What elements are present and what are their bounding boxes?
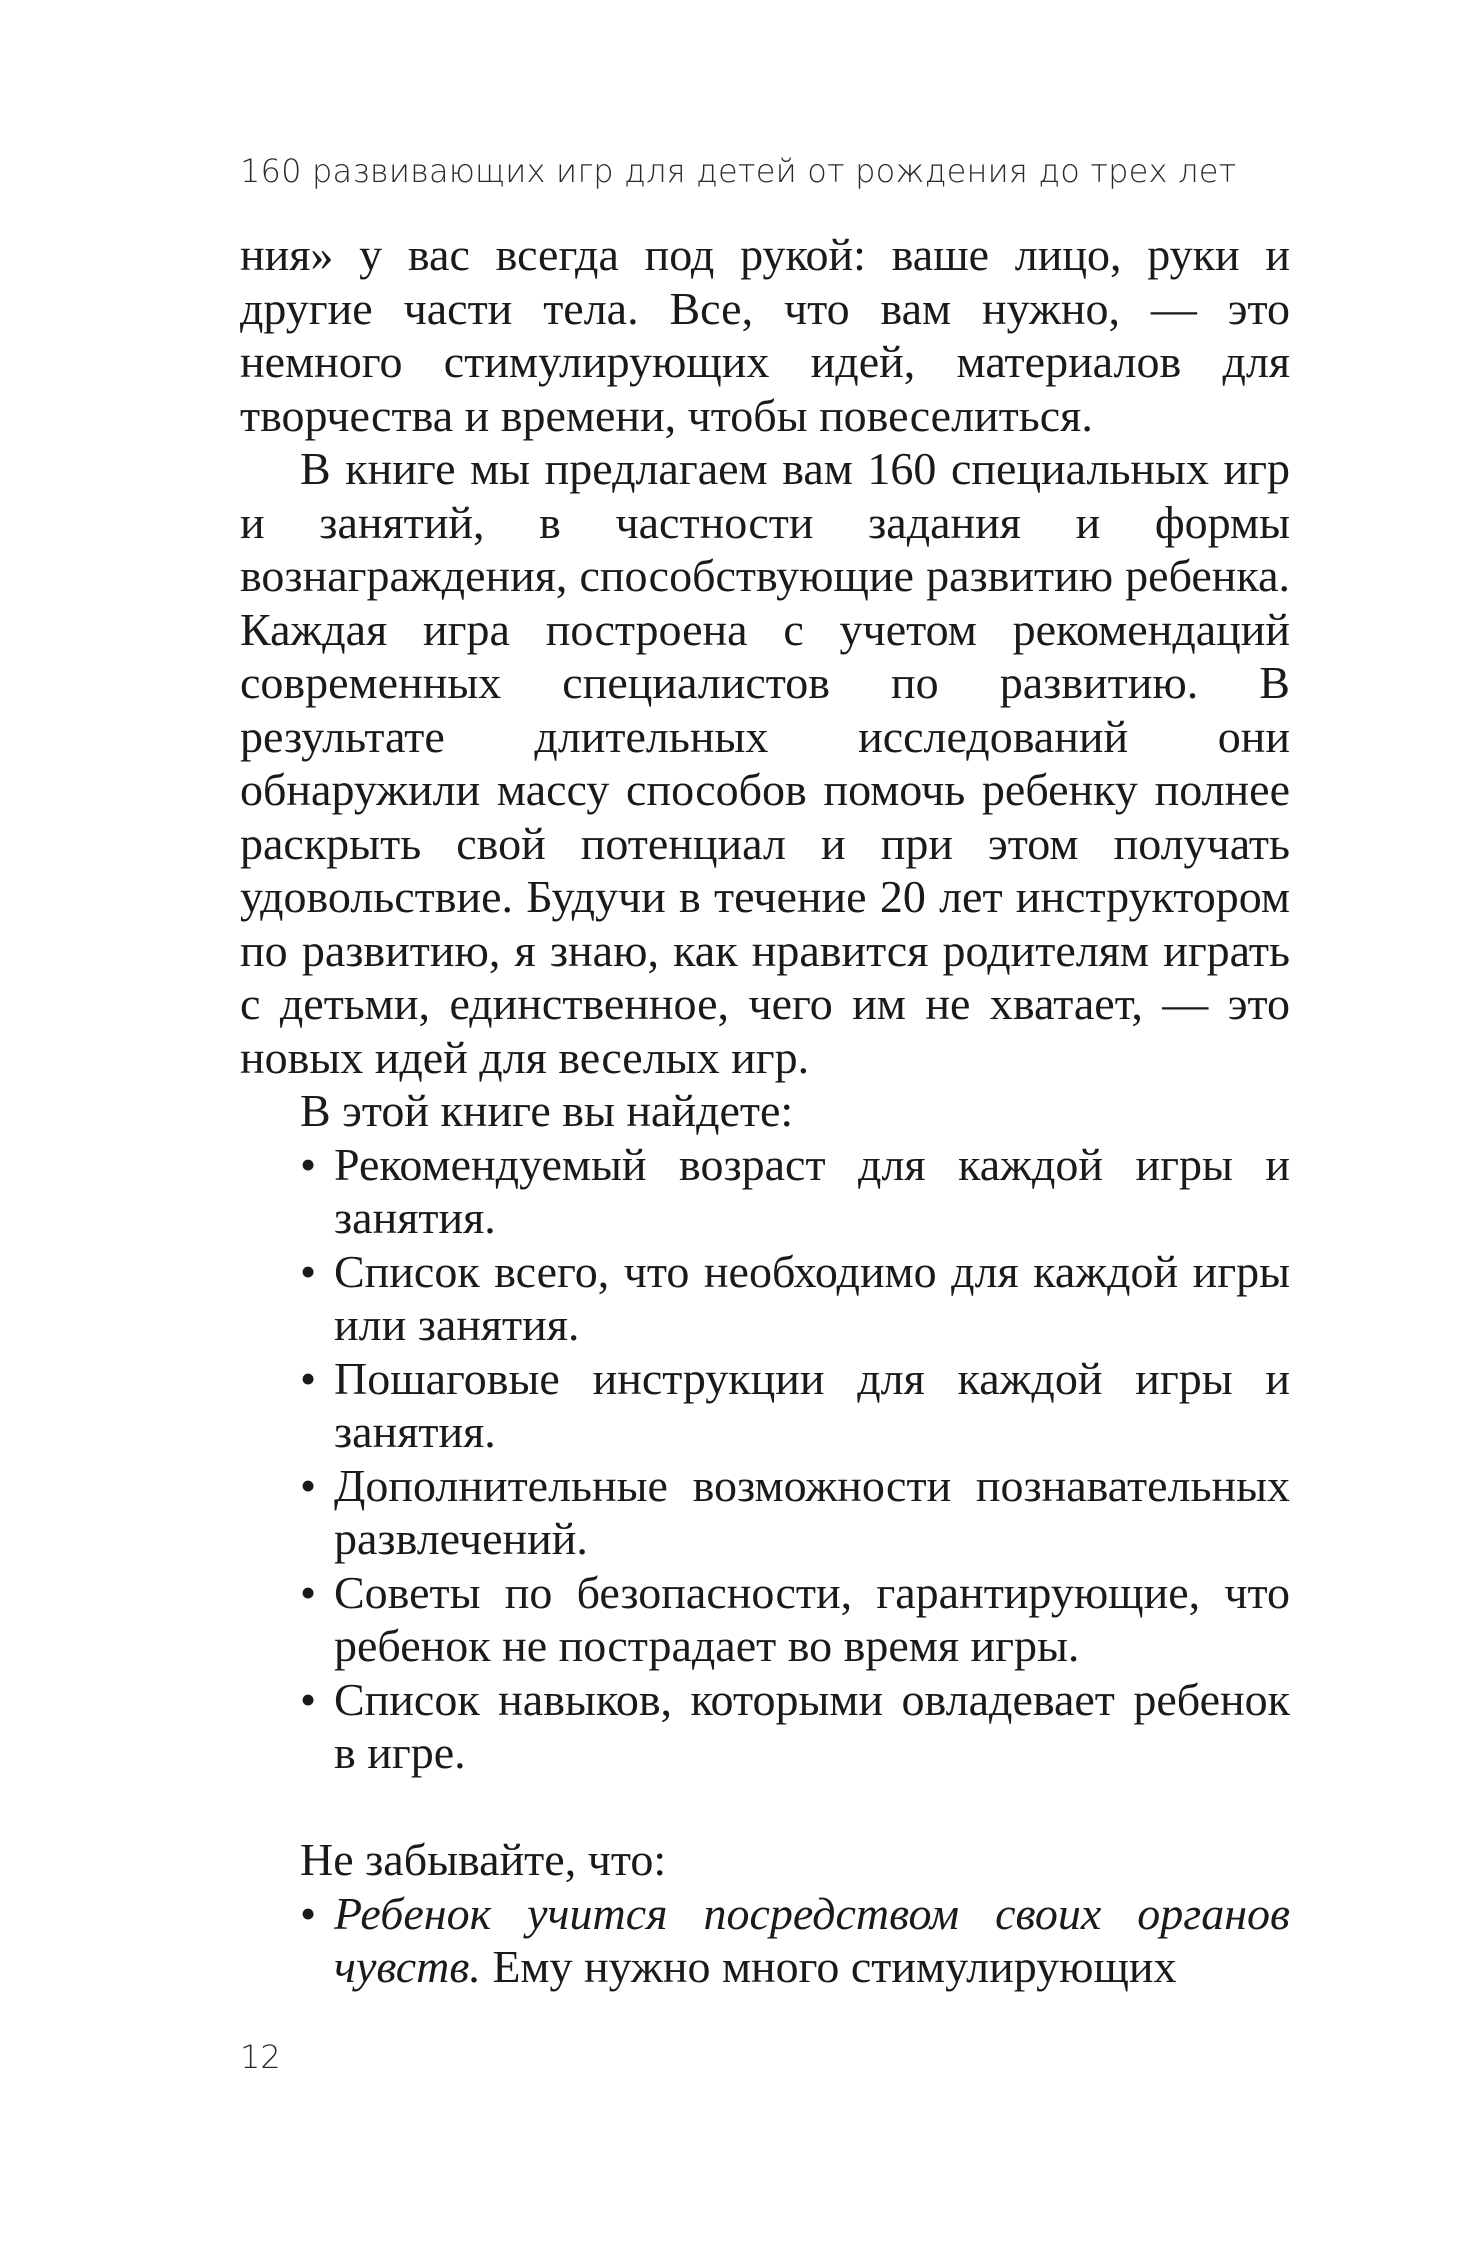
spacer: [240, 1780, 1290, 1834]
list-item: • Рекомендуемый возраст для каждой игры и занятия.: [300, 1138, 1290, 1243]
list-item: • Пошаговые инструкции для каждой игры и занятия.: [300, 1352, 1290, 1457]
running-head: 160 развивающих игр для детей от рождения до трех лет: [240, 152, 1237, 190]
list-item: • Советы по безопасности, гарантирующие, что ребенок не пострадает во время игры.: [300, 1566, 1290, 1671]
paragraph-continuation: ния» у вас всегда под рукой: ваше лицо, руки и другие части тела. Все, что вам нужно, — это немного стимулирующих идей, материалов для творчества и времени, чтобы повеселиться.: [240, 229, 1290, 441]
reminder-regular: Ему нужно много стимулирующих: [480, 1941, 1177, 1992]
paragraph-book-intro: В книге мы предлагаем вам 160 специальных игр и занятий, в частности задания и формы вознаграждения, способствующие развитию ребенка. Каждая игра построена с учетом рекомендаций современных специалистов по развитию. В результате длительных исследований они обнаружили массу способов помочь ребенку полнее раскрыть свой потенциал и при этом получать удовольствие. Будучи в течение 20 лет инструктором по развитию, я знаю, как нравится родителям играть с детьми, единственное, чего им не хватает, — это новых идей для веселых игр.: [240, 443, 1290, 1083]
list-item: • Список навыков, которыми овладевает ребенок в игре.: [300, 1673, 1290, 1778]
features-list: [240, 1138, 1290, 1780]
bullet-icon: •: [300, 1138, 317, 1190]
bullet-icon: •: [300, 1566, 317, 1618]
bullet-icon: •: [300, 1459, 317, 1511]
reminder-italic: Ребенок учится посредством своих органов чувств.: [334, 1887, 1290, 1992]
reminder-list: [240, 1887, 1290, 1994]
bullet-icon: •: [300, 1245, 317, 1297]
page-body: [240, 228, 1290, 1994]
bullet-icon: •: [300, 1887, 317, 1939]
reminder-intro: Не забывайте, что:: [300, 1834, 667, 1885]
list-intro: В этой книге вы найдете:: [300, 1085, 794, 1136]
list-item: • Дополнительные возможности познавательных развлечений.: [300, 1459, 1290, 1564]
page-number: 12: [240, 2038, 281, 2076]
list-item: • Список всего, что необходимо для каждой игры или занятия.: [300, 1245, 1290, 1350]
list-item: [240, 1887, 1290, 1994]
bullet-icon: •: [300, 1352, 317, 1404]
bullet-icon: •: [300, 1673, 317, 1725]
